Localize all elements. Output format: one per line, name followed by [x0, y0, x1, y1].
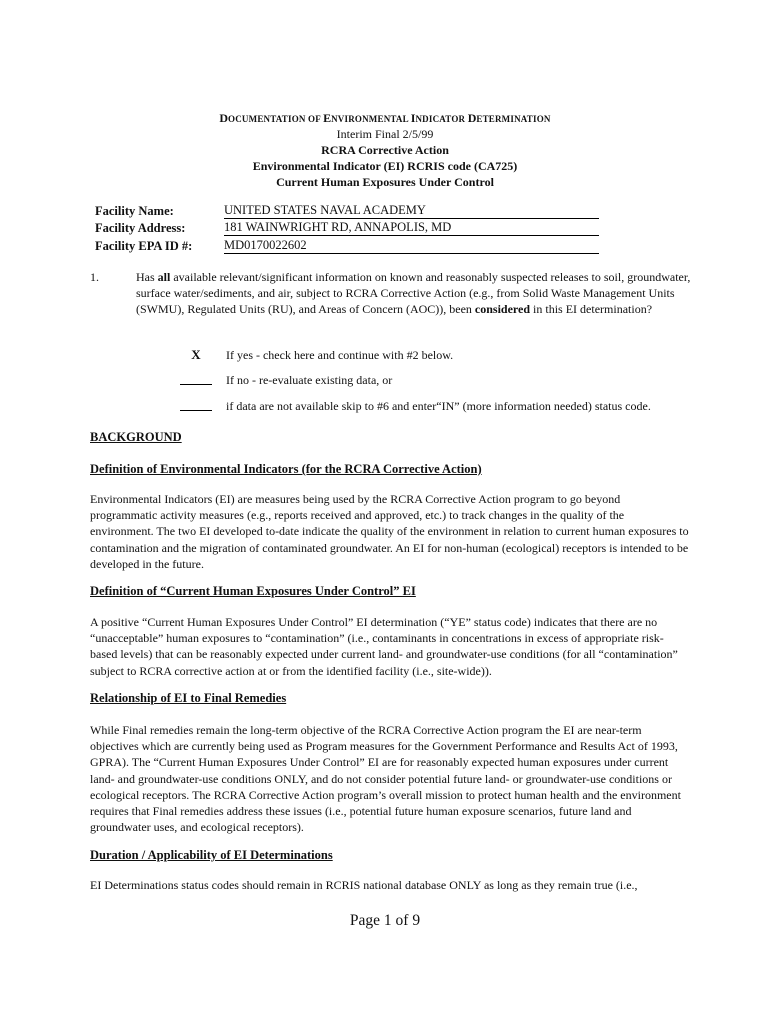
duration-heading: Duration / Applicability of EI Determinations: [90, 848, 333, 862]
relationship-paragraph: While Final remedies remain the long-term objective of the RCRA Corrective Action program the EI are near-term objectives which are currently being used as Program measures for the Government Performance and Results Act of 1993, GPRA). The “Current Human Exposures Under Control” EI are for reasonably expected human exposures under current land- and groundwater-use conditions ONLY, and do not consider potential future land- or groundwater-use conditions or ecological receptors. The RCRA Corrective Action program’s overall mission to protect human health and the environment requires that Final remedies address these issues (i.e., potential future human exposure scenarios, future land and groundwater uses, and ecological receptors).: [90, 723, 681, 835]
title-cap: D: [467, 111, 477, 125]
option-yes-text: If yes - check here and continue with #2 below.: [226, 348, 454, 362]
ei-code-line: Environmental Indicator (EI) RCRIS code (CA725): [252, 159, 518, 173]
title-smallcaps: ETERMINATION: [476, 114, 551, 124]
facility-name-label: Facility Name:: [95, 204, 174, 218]
no-checkbox[interactable]: [180, 370, 212, 385]
definition-ei-paragraph: Environmental Indicators (EI) are measures being used by the RCRA Corrective Action program to go beyond programmatic activity measures (e.g., reports received and approved, etc.) to track changes in the quality of the environment. The two EI developed to-date indicate the quality of the environment in relation to current human exposures to contamination and the migration of contaminated groundwater. An EI for non-human (ecological) receptors is intended to be developed in the future.: [90, 492, 689, 571]
yes-checkbox[interactable]: X: [191, 347, 201, 362]
facility-address-field[interactable]: 181 WAINWRIGHT RD, ANNAPOLIS, MD: [224, 220, 599, 236]
facility-name-field[interactable]: UNITED STATES NAVAL ACADEMY: [224, 203, 599, 219]
title-smallcaps: NDICATOR: [415, 114, 468, 124]
option-in-text: if data are not available skip to #6 and enter“IN” (more information needed) status code.: [226, 399, 651, 413]
q1-emphasis-all: all: [157, 270, 171, 284]
relationship-heading: Relationship of EI to Final Remedies: [90, 691, 287, 705]
title-smallcaps: OCUMENTATION OF: [228, 114, 324, 124]
facility-epa-label: Facility EPA ID #:: [95, 239, 193, 253]
q1-emphasis-considered: considered: [474, 302, 531, 317]
interim-final-line: Interim Final 2/5/99: [336, 127, 434, 141]
title-cap: I: [410, 111, 416, 125]
subtitle-line: Current Human Exposures Under Control: [276, 175, 494, 189]
facility-epa-field[interactable]: MD0170022602: [224, 238, 599, 254]
definition-ei-heading: Definition of Environmental Indicators (for the RCRA Corrective Action): [90, 462, 482, 476]
definition-chue-heading: Definition of “Current Human Exposures Under Control” EI: [90, 584, 416, 598]
q1-text-a: Has: [136, 270, 158, 284]
q1-text-c: available relevant/significant information on known and reasonably suspected releases to soil, groundwater, surface water/sediments, and air, subject to RCRA Corrective Action (e.g., from Solid Waste Management Units (SWMU), Regulated Units (RU), and Areas of Concern (AOC)), been: [136, 270, 691, 317]
title-cap: E: [323, 111, 332, 125]
title-cap: D: [219, 111, 229, 125]
question-1-text: [136, 269, 696, 318]
q1-text-e: in this EI determination?: [530, 302, 653, 317]
background-heading: BACKGROUND: [90, 430, 182, 444]
page-number: Page 1 of 9: [349, 912, 421, 929]
title-smallcaps: NVIRONMENTAL: [331, 114, 411, 124]
facility-address-label: Facility Address:: [95, 221, 186, 235]
question-number: 1.: [90, 270, 99, 284]
definition-chue-paragraph: A positive “Current Human Exposures Under Control” EI determination (“YE” status code) indicates that there are no “unacceptable” human exposures to “contamination” (i.e., contaminants in concentrations in excess of appropriate risk-based levels) that can be reasonably expected under current land- and groundwater-use conditions (for all “contamination” subject to RCRA corrective action at or from the identified facility (i.e., site-wide)).: [90, 615, 678, 678]
duration-paragraph: EI Determinations status codes should remain in RCRIS national database ONLY as long as they remain true (i.e.,: [90, 878, 638, 892]
rcra-line: RCRA Corrective Action: [321, 143, 449, 157]
option-no-text: If no - re-evaluate existing data, or: [226, 373, 393, 387]
in-checkbox[interactable]: [180, 396, 212, 411]
